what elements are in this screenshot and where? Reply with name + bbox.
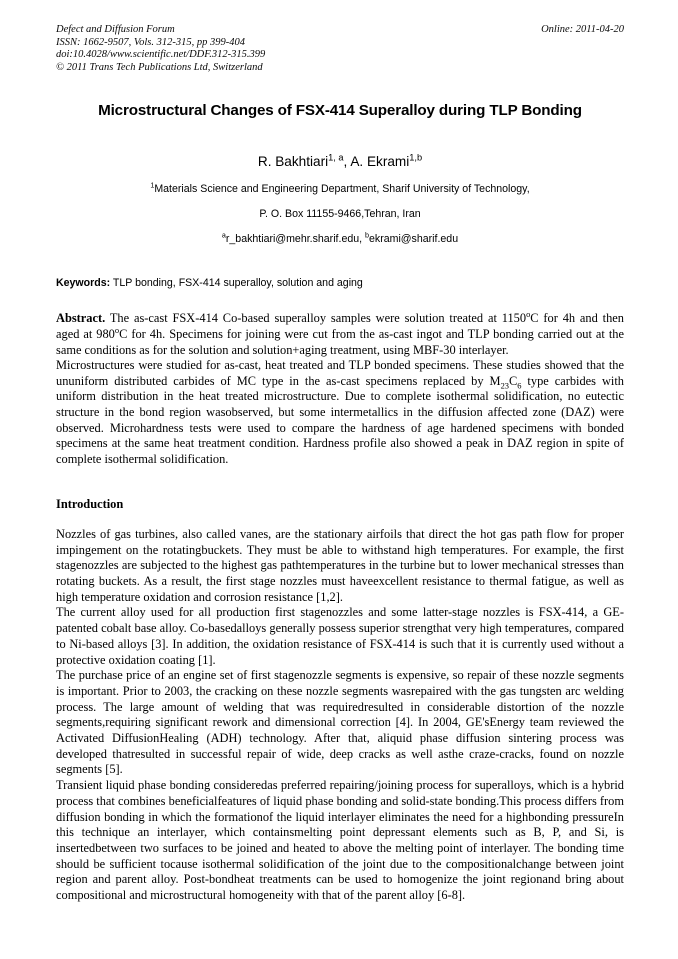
online-date: Online: 2011-04-20 bbox=[541, 24, 624, 35]
abstract-p2-part-b: C bbox=[508, 373, 518, 388]
keywords-value: TLP bonding, FSX-414 superalloy, solution and aging bbox=[110, 277, 363, 290]
author-separator: , bbox=[343, 154, 351, 170]
affiliation-text: Materials Science and Engineering Department, Sharif University of Technology, bbox=[154, 183, 530, 196]
masthead bbox=[56, 24, 624, 74]
keywords-label: Keywords: bbox=[56, 277, 111, 290]
abstract-paragraph-1 bbox=[56, 311, 624, 358]
introduction-body bbox=[56, 527, 624, 904]
abstract-p1-part-b: C for 4h and then aged at 980 bbox=[56, 311, 625, 341]
author-name-2: A. Ekrami bbox=[350, 154, 410, 170]
email-address-1: r_bakhtiari@mehr.sharif.edu bbox=[225, 233, 360, 246]
degree-symbol-2: o bbox=[114, 324, 120, 335]
doi-line: doi:10.4028/www.scientific.net/DDF.312-315.399 bbox=[56, 49, 266, 61]
abstract-p2-part-c: type carbides with uniform distribution in the heat treated microstructure. Due to complete isothermal solidification, no eutectic structure in the bond region wasobserved, but some intermetallics in the diffusion affected zone (DAZ) were observed. Microhardness tests were used to compare the hardness of age hardened specimens with bonded specimens at the same heat treatment condition. Hardness profile also showed a peak in DAZ region in spite of complete isothermal solidification. bbox=[56, 373, 624, 466]
issn-line: ISSN: 1662-9507, Vols. 312-315, pp 399-404 bbox=[56, 36, 245, 48]
email-address-2: ekrami@sharif.edu bbox=[369, 233, 459, 246]
degree-symbol-1: o bbox=[526, 309, 531, 320]
copyright-line: © 2011 Trans Tech Publications Ltd, Switzerland bbox=[56, 61, 263, 73]
introduction-paragraph: The purchase price of an engine set of first stagenozzle segments is expensive, so repair of these nozzle segments is important. Prior to 2003, the cracking on these nozzle segments wasrepaired with the gas tungsten arc welding process. The large amount of welding that was requiredresulted in considerable distortion of the nozzle segments,requiring significant rework and dimensional correction [4]. In 2004, GE'sEnergy team reviewed the Activated DiffusionHealing (ADH) technology. After that, aliquid phase diffusion sintering process was developed thatresulted in successful repair of wide, deep cracks as well asthe craze-cracks, found on nozzle segments [5]. bbox=[56, 668, 624, 777]
journal-name: Defect and Diffusion Forum bbox=[56, 24, 175, 35]
carbide-subscript-23: 23 bbox=[500, 380, 509, 391]
abstract-label: Abstract. bbox=[56, 311, 106, 326]
abstract-paragraph-2 bbox=[56, 358, 624, 467]
carbide-subscript-6: 6 bbox=[517, 380, 522, 391]
author-name-1: R. Bakhtiari bbox=[257, 154, 329, 170]
email-1-marker: a bbox=[221, 230, 226, 240]
introduction-paragraph: Nozzles of gas turbines, also called vanes, are the stationary airfoils that direct the hot gas path flow for proper impingement on the rotatingbuckets. They must be able to withstand high temperatures. For example, the first stagenozzles are subjected to the highest gas pathtemperatures in the turbine but to lower mechanical stresses than rotating buckets. As a result, the first stage nozzles must haveexcellent resistance to thermal fatigue, as well as high temperature oxidation and corrosion resistance [1,2]. bbox=[56, 526, 624, 604]
masthead-journal-block bbox=[56, 24, 476, 74]
affiliation-marker: 1 bbox=[150, 180, 155, 190]
author-emails bbox=[56, 232, 624, 246]
page-content bbox=[56, 24, 624, 904]
abstract-section bbox=[56, 311, 624, 467]
affiliation bbox=[56, 182, 624, 196]
introduction-paragraph: Transient liquid phase bonding consideredas preferred repairing/joining process for superalloys, which is a hybrid process that combines beneficialfeatures of liquid phase bonding and solid-state bonding.This process differs from diffusion bonding in which the formationof the liquid interlayer eliminates the need for a highbonding pressureIn this technique an interlayer, which containsmelting point depressant elements such as B, P, and Si, is insertedbetween two surfaces to be joined and heated to above the melting point of interlayer. The bonding time should be sufficient tocause isothermal solidification of the joint due to the compositionalchange between joint region and parent alloy. Post-bondheat treatments can be used to homogenize the joint regionand bring about compositional and microstructural homogeneity with that of the parent alloy [6-8]. bbox=[56, 778, 624, 903]
author-2-affiliation-marker: 1,b bbox=[409, 152, 423, 163]
section-heading-introduction: Introduction bbox=[56, 497, 124, 512]
keywords-line bbox=[56, 276, 624, 290]
author-list bbox=[56, 153, 624, 170]
page-title: Microstructural Changes of FSX-414 Superalloy during TLP Bonding bbox=[98, 102, 582, 120]
email-2-marker: b bbox=[365, 230, 370, 240]
email-separator: , bbox=[359, 233, 366, 246]
author-1-affiliation-marker: 1, a bbox=[328, 152, 344, 163]
abstract-p1-part-a: The as-cast FSX-414 Co-based superalloy samples were solution treated at 1150 bbox=[105, 311, 527, 326]
abstract-p1-part-c: C for 4h. Specimens for joining were cut from the as-cast ingot and TLP bonding carried out at the same conditions as for the solution and solution+aging treatment, using MBF-30 interlayer. bbox=[56, 326, 624, 357]
introduction-paragraph: The current alloy used for all production first stagenozzles and some latter-stage nozzles is FSX-414, a GE-patented cobalt base alloy. Co-basedalloys generally possess superior strengthat very high temperatures, compared to Ni-based alloys [3]. In addition, the oxidation resistance of FSX-414 is such that it is currently used without a protective oxidation coating [1]. bbox=[56, 605, 624, 667]
postal-address: P. O. Box 11155-9466,Tehran, Iran bbox=[259, 208, 421, 221]
abstract-p2-part-a: Microstructures were studied for as-cast, heat treated and TLP bonded specimens. These studies showed that the ununiform distributed carbides of MC type in the as-cast specimens replaced by M bbox=[56, 358, 624, 388]
